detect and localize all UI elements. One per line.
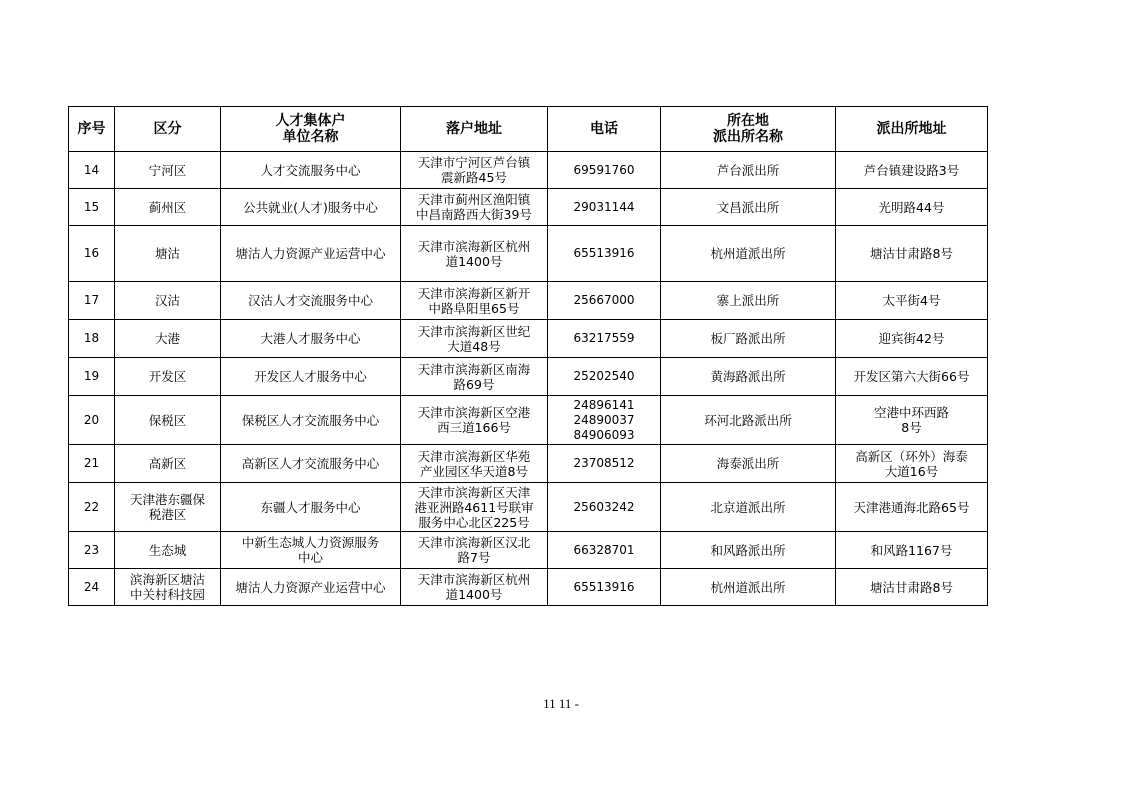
cell-police-station: 北京道派出所 bbox=[661, 483, 836, 532]
cell-settle-address: 天津市宁河区芦台镇 震新路45号 bbox=[401, 152, 548, 189]
cell-police-station: 黄海路派出所 bbox=[661, 358, 836, 396]
cell-police-station: 环河北路派出所 bbox=[661, 396, 836, 445]
cell-settle-address: 天津市滨海新区汉北 路7号 bbox=[401, 532, 548, 569]
cell-index: 22 bbox=[69, 483, 115, 532]
cell-unit-name: 公共就业(人才)服务中心 bbox=[221, 189, 401, 226]
table-header-row bbox=[69, 107, 988, 152]
cell-index: 23 bbox=[69, 532, 115, 569]
cell-district: 天津港东疆保 税港区 bbox=[115, 483, 221, 532]
cell-station-address: 塘沽甘肃路8号 bbox=[836, 226, 988, 282]
cell-station-address: 芦台镇建设路3号 bbox=[836, 152, 988, 189]
cell-settle-address: 天津市蓟州区渔阳镇 中昌南路西大街39号 bbox=[401, 189, 548, 226]
cell-settle-address: 天津市滨海新区世纪 大道48号 bbox=[401, 320, 548, 358]
cell-district: 大港 bbox=[115, 320, 221, 358]
registration-table bbox=[68, 106, 988, 606]
cell-settle-address: 天津市滨海新区空港 西三道166号 bbox=[401, 396, 548, 445]
header-unit-name: 人才集体户 单位名称 bbox=[221, 107, 401, 152]
cell-unit-name: 塘沽人力资源产业运营中心 bbox=[221, 569, 401, 606]
cell-station-address: 塘沽甘肃路8号 bbox=[836, 569, 988, 606]
cell-phone: 65513916 bbox=[548, 226, 661, 282]
cell-unit-name: 高新区人才交流服务中心 bbox=[221, 445, 401, 483]
cell-index: 21 bbox=[69, 445, 115, 483]
cell-station-address: 开发区第六大街66号 bbox=[836, 358, 988, 396]
cell-index: 16 bbox=[69, 226, 115, 282]
cell-district: 高新区 bbox=[115, 445, 221, 483]
cell-phone: 24896141 24890037 84906093 bbox=[548, 396, 661, 445]
cell-phone: 29031144 bbox=[548, 189, 661, 226]
cell-district: 生态城 bbox=[115, 532, 221, 569]
cell-index: 18 bbox=[69, 320, 115, 358]
cell-police-station: 芦台派出所 bbox=[661, 152, 836, 189]
header-phone: 电话 bbox=[548, 107, 661, 152]
table-row bbox=[69, 152, 988, 189]
cell-police-station: 杭州道派出所 bbox=[661, 226, 836, 282]
cell-police-station: 杭州道派出所 bbox=[661, 569, 836, 606]
table-row bbox=[69, 569, 988, 606]
cell-police-station: 文昌派出所 bbox=[661, 189, 836, 226]
cell-unit-name: 东疆人才服务中心 bbox=[221, 483, 401, 532]
cell-index: 20 bbox=[69, 396, 115, 445]
table-row bbox=[69, 358, 988, 396]
cell-unit-name: 汉沽人才交流服务中心 bbox=[221, 282, 401, 320]
cell-station-address: 空港中环西路 8号 bbox=[836, 396, 988, 445]
cell-settle-address: 天津市滨海新区天津 港亚洲路4611号联审 服务中心北区225号 bbox=[401, 483, 548, 532]
header-index: 序号 bbox=[69, 107, 115, 152]
cell-police-station: 板厂路派出所 bbox=[661, 320, 836, 358]
cell-police-station: 寨上派出所 bbox=[661, 282, 836, 320]
header-settle-address: 落户地址 bbox=[401, 107, 548, 152]
cell-index: 17 bbox=[69, 282, 115, 320]
cell-station-address: 天津港通海北路65号 bbox=[836, 483, 988, 532]
cell-phone: 69591760 bbox=[548, 152, 661, 189]
page-number: 11 11 - bbox=[543, 696, 579, 711]
cell-settle-address: 天津市滨海新区杭州 道1400号 bbox=[401, 569, 548, 606]
cell-settle-address: 天津市滨海新区华苑 产业园区华天道8号 bbox=[401, 445, 548, 483]
table-row bbox=[69, 483, 988, 532]
table-row bbox=[69, 445, 988, 483]
cell-phone: 63217559 bbox=[548, 320, 661, 358]
cell-district: 滨海新区塘沽 中关村科技园 bbox=[115, 569, 221, 606]
cell-station-address: 和风路1167号 bbox=[836, 532, 988, 569]
cell-index: 24 bbox=[69, 569, 115, 606]
header-station-address: 派出所地址 bbox=[836, 107, 988, 152]
table-row bbox=[69, 532, 988, 569]
table-row bbox=[69, 396, 988, 445]
table-body bbox=[69, 152, 988, 606]
cell-settle-address: 天津市滨海新区杭州 道1400号 bbox=[401, 226, 548, 282]
table-row bbox=[69, 320, 988, 358]
cell-district: 保税区 bbox=[115, 396, 221, 445]
cell-unit-name: 人才交流服务中心 bbox=[221, 152, 401, 189]
cell-district: 汉沽 bbox=[115, 282, 221, 320]
cell-phone: 25667000 bbox=[548, 282, 661, 320]
cell-unit-name: 大港人才服务中心 bbox=[221, 320, 401, 358]
table-row bbox=[69, 189, 988, 226]
cell-index: 19 bbox=[69, 358, 115, 396]
cell-phone: 25202540 bbox=[548, 358, 661, 396]
cell-settle-address: 天津市滨海新区新开 中路阜阳里65号 bbox=[401, 282, 548, 320]
cell-station-address: 迎宾街42号 bbox=[836, 320, 988, 358]
header-district: 区分 bbox=[115, 107, 221, 152]
cell-unit-name: 塘沽人力资源产业运营中心 bbox=[221, 226, 401, 282]
table-row bbox=[69, 282, 988, 320]
cell-phone: 23708512 bbox=[548, 445, 661, 483]
cell-district: 宁河区 bbox=[115, 152, 221, 189]
cell-district: 开发区 bbox=[115, 358, 221, 396]
cell-police-station: 海泰派出所 bbox=[661, 445, 836, 483]
cell-station-address: 太平街4号 bbox=[836, 282, 988, 320]
cell-station-address: 高新区（环外）海泰 大道16号 bbox=[836, 445, 988, 483]
cell-index: 14 bbox=[69, 152, 115, 189]
table-row bbox=[69, 226, 988, 282]
cell-phone: 65513916 bbox=[548, 569, 661, 606]
cell-unit-name: 开发区人才服务中心 bbox=[221, 358, 401, 396]
cell-district: 塘沽 bbox=[115, 226, 221, 282]
cell-unit-name: 保税区人才交流服务中心 bbox=[221, 396, 401, 445]
cell-index: 15 bbox=[69, 189, 115, 226]
cell-phone: 66328701 bbox=[548, 532, 661, 569]
cell-station-address: 光明路44号 bbox=[836, 189, 988, 226]
cell-unit-name: 中新生态城人力资源服务 中心 bbox=[221, 532, 401, 569]
header-police-station: 所在地 派出所名称 bbox=[661, 107, 836, 152]
cell-district: 蓟州区 bbox=[115, 189, 221, 226]
cell-police-station: 和风路派出所 bbox=[661, 532, 836, 569]
cell-phone: 25603242 bbox=[548, 483, 661, 532]
cell-settle-address: 天津市滨海新区南海 路69号 bbox=[401, 358, 548, 396]
